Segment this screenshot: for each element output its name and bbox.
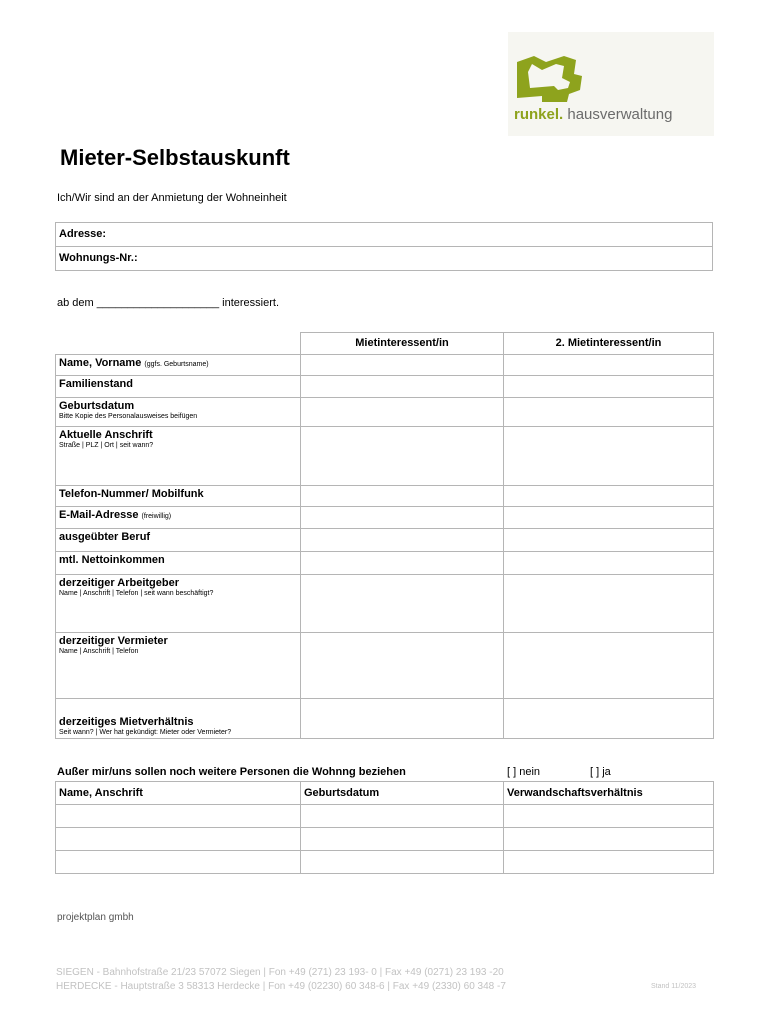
person-birthdate-cell[interactable] xyxy=(301,828,504,851)
person-birthdate-cell[interactable] xyxy=(301,851,504,874)
applicant-2-cell[interactable] xyxy=(504,575,714,633)
person-birthdate-cell[interactable] xyxy=(301,805,504,828)
applicant-1-cell[interactable] xyxy=(301,529,504,552)
applicant-2-cell[interactable] xyxy=(504,699,714,739)
logo-dot: . xyxy=(559,106,564,123)
logo-wordmark xyxy=(514,106,672,123)
address-table xyxy=(55,222,713,271)
applicant-1-cell[interactable] xyxy=(301,398,504,427)
sofa-logo-icon xyxy=(512,50,588,110)
table-header-row xyxy=(56,782,714,805)
row-label-text: Name, Vorname xyxy=(59,357,142,369)
table-row xyxy=(56,355,714,376)
row-label-text: Telefon-Nummer/ Mobilfunk xyxy=(59,488,204,500)
applicant-2-cell[interactable] xyxy=(504,529,714,552)
row-label-hint: (ggfs. Geburtsname) xyxy=(144,361,209,368)
applicant-2-cell[interactable] xyxy=(504,355,714,376)
no-checkbox[interactable]: [ ] nein xyxy=(507,766,541,778)
applicant-1-cell[interactable] xyxy=(301,633,504,699)
additional-persons-table xyxy=(55,781,714,874)
yes-checkbox[interactable]: [ ] ja xyxy=(590,766,611,778)
applicant-2-cell[interactable] xyxy=(504,376,714,398)
row-label-text: derzeitiger Vermieter xyxy=(59,635,168,647)
row-label xyxy=(56,427,301,486)
row-label-hint: (freiwillig) xyxy=(141,513,172,520)
page-title: Mieter-Selbstauskunft xyxy=(60,145,290,170)
column-header: Geburtsdatum xyxy=(301,782,504,805)
row-label xyxy=(56,575,301,633)
row-label-text: mtl. Nettoinkommen xyxy=(59,554,165,566)
column-header: 2. Mietinteressent/in xyxy=(504,333,714,355)
revision-stamp: Stand 11/2023 xyxy=(651,983,697,990)
logo-rest: hausverwaltung xyxy=(563,106,673,123)
company-logo xyxy=(508,32,714,136)
row-label xyxy=(56,507,301,529)
table-row xyxy=(56,575,714,633)
table-row xyxy=(56,805,714,828)
applicant-2-cell[interactable] xyxy=(504,633,714,699)
table-row xyxy=(56,247,713,271)
apartment-number-field[interactable]: Wohnungs-Nr.: xyxy=(56,247,713,271)
address-field[interactable]: Adresse: xyxy=(56,223,713,247)
table-row xyxy=(56,507,714,529)
table-row xyxy=(56,486,714,507)
applicant-1-cell[interactable] xyxy=(301,355,504,376)
applicant-1-cell[interactable] xyxy=(301,507,504,529)
row-label-text: Familienstand xyxy=(59,378,133,390)
table-row xyxy=(56,633,714,699)
intro-text: Ich/Wir sind an der Anmietung der Wohneinheit xyxy=(57,192,287,204)
table-row xyxy=(56,427,714,486)
applicant-2-cell[interactable] xyxy=(504,398,714,427)
row-label xyxy=(56,699,301,739)
applicant-1-cell[interactable] xyxy=(301,575,504,633)
table-row xyxy=(56,529,714,552)
person-name-cell[interactable] xyxy=(56,828,301,851)
table-row xyxy=(56,552,714,575)
row-label-note: Bitte Kopie des Personalausweises beifügen xyxy=(59,413,198,420)
applicant-1-cell[interactable] xyxy=(301,486,504,507)
footer-herdecke: HERDECKE - Hauptstraße 3 58313 Herdecke | Fon +49 (02230) 60 348-6 | Fax +49 (2330) 60 348 -7 xyxy=(56,981,506,992)
company-name: projektplan gmbh xyxy=(57,912,134,923)
table-row xyxy=(56,851,714,874)
table-row xyxy=(56,828,714,851)
row-label-note: Straße | PLZ | Ort | seit wann? xyxy=(59,442,154,449)
row-label xyxy=(56,376,301,398)
row-label-text: Aktuelle Anschrift xyxy=(59,429,153,441)
person-name-cell[interactable] xyxy=(56,805,301,828)
table-row xyxy=(56,376,714,398)
row-label-text: ausgeübter Beruf xyxy=(59,531,151,543)
row-label xyxy=(56,398,301,427)
person-name-cell[interactable] xyxy=(56,851,301,874)
person-relation-cell[interactable] xyxy=(504,805,714,828)
row-label xyxy=(56,552,301,575)
column-header: Name, Anschrift xyxy=(56,782,301,805)
row-label-note: Name | Anschrift | Telefon | seit wann beschäftigt? xyxy=(59,590,214,597)
applicant-2-cell[interactable] xyxy=(504,486,714,507)
row-label-text: E-Mail-Adresse xyxy=(59,509,139,521)
column-header: Verwandschaftsverhältnis xyxy=(504,782,714,805)
row-label-text: Geburtsdatum xyxy=(59,400,135,412)
footer-siegen: SIEGEN - Bahnhofstraße 21/23 57072 Siegen | Fon +49 (271) 23 193- 0 | Fax +49 (0271) 23 193 -20 xyxy=(56,967,504,978)
applicant-2-cell[interactable] xyxy=(504,427,714,486)
row-label xyxy=(56,529,301,552)
column-header: Mietinteressent/in xyxy=(301,333,504,355)
applicant-2-cell[interactable] xyxy=(504,552,714,575)
applicant-1-cell[interactable] xyxy=(301,427,504,486)
start-date-line: ab dem ____________________ interessiert. xyxy=(57,297,280,309)
row-label-note: Name | Anschrift | Telefon xyxy=(59,648,139,655)
empty-header-cell xyxy=(56,333,301,355)
applicant-1-cell[interactable] xyxy=(301,699,504,739)
applicant-1-cell[interactable] xyxy=(301,376,504,398)
person-relation-cell[interactable] xyxy=(504,851,714,874)
applicant-table xyxy=(55,332,714,739)
table-row xyxy=(56,223,713,247)
applicant-1-cell[interactable] xyxy=(301,552,504,575)
logo-brand: runkel xyxy=(514,106,560,123)
person-relation-cell[interactable] xyxy=(504,828,714,851)
additional-persons-question: Außer mir/uns sollen noch weitere Personen die Wohnng beziehen xyxy=(57,766,406,778)
row-label xyxy=(56,355,301,376)
row-label xyxy=(56,633,301,699)
table-row xyxy=(56,699,714,739)
row-label xyxy=(56,486,301,507)
row-label-text: derzeitiges Mietverhältnis xyxy=(59,716,194,728)
table-row xyxy=(56,398,714,427)
applicant-2-cell[interactable] xyxy=(504,507,714,529)
table-header-row xyxy=(56,333,714,355)
row-label-text: derzeitiger Arbeitgeber xyxy=(59,577,180,589)
row-label-note: Seit wann? | Wer hat gekündigt: Mieter oder Vermieter? xyxy=(59,729,232,736)
